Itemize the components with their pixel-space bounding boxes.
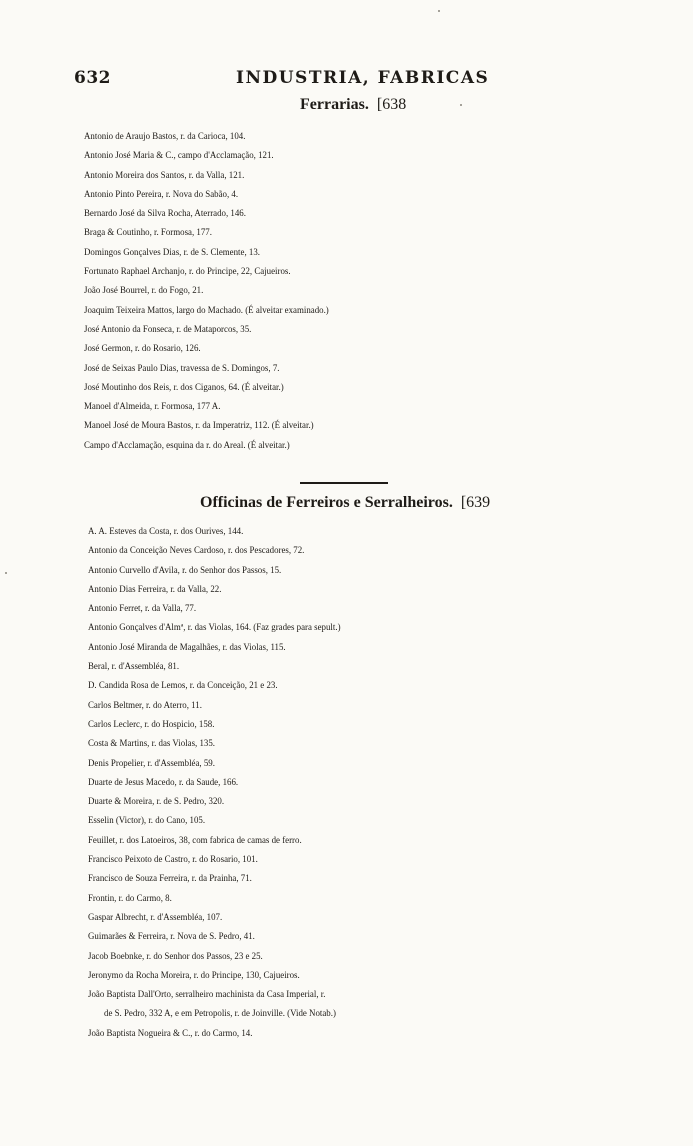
page-number: 632: [74, 68, 111, 88]
list-item: Beral, r. d'Assembléa, 81.: [88, 661, 180, 672]
section-heading-officinas: [200, 494, 490, 512]
list-item: Frontin, r. do Carmo, 8.: [88, 892, 172, 903]
list-item: Antonio José Maria & C., campo d'Acclamação, 121.: [84, 150, 274, 161]
list-item: Duarte de Jesus Macedo, r. da Saude, 166.: [88, 776, 239, 787]
list-item: Francisco Peixoto de Castro, r. do Rosario, 101.: [88, 854, 258, 865]
print-speck: [438, 10, 440, 12]
list-item: José Antonio da Fonseca, r. de Mataporcos, 35.: [84, 323, 252, 334]
list-item: A. A. Esteves da Costa, r. dos Ourives, 144.: [88, 526, 244, 536]
list-item: Antonio de Araujo Bastos, r. da Carioca, 104.: [84, 131, 246, 141]
list-item: Antonio Gonçalves d'Almª, r. das Violas, 164. (Faz grades para sepult.): [88, 622, 341, 633]
list-item: João Baptista Dall'Orto, serralheiro machinista da Casa Imperial, r.: [88, 989, 326, 1000]
section-divider: [300, 482, 388, 484]
list-item: Esselin (Victor), r. do Cano, 105.: [88, 815, 206, 826]
list-item: Antonio Dias Ferreira, r. da Valla, 22.: [88, 583, 222, 594]
list-item: Guimarães & Ferreira, r. Nova de S. Pedro, 41.: [88, 931, 255, 942]
list-item: Domingos Gonçalves Dias, r. de S. Clemente, 13.: [84, 246, 260, 257]
list-item: Braga & Coutinho, r. Formosa, 177.: [84, 227, 212, 238]
list-item: Duarte & Moreira, r. de S. Pedro, 320.: [88, 796, 225, 807]
list-item: Joaquim Teixeira Mattos, largo do Machado. (É alveitar examinado.): [84, 304, 329, 315]
list-item: Antonio José Miranda de Magalhães, r. das Violas, 115.: [88, 641, 286, 652]
list-item: Jeronymo da Rocha Moreira, r. do Principe, 130, Cajueiros.: [88, 969, 300, 980]
list-item: José Moutinho dos Reis, r. dos Ciganos, 64. (É alveitar.): [84, 381, 284, 392]
list-item: Campo d'Acclamação, esquina da r. do Areal. (É alveitar.): [84, 439, 290, 450]
list-item: Costa & Martins, r. das Violas, 135.: [88, 738, 215, 749]
list-item: José de Seixas Paulo Dias, travessa de S. Domingos, 7.: [84, 362, 280, 373]
list-item: Antonio Curvello d'Avila, r. do Senhor dos Passos, 15.: [88, 564, 282, 575]
list-item: Antonio da Conceição Neves Cardoso, r. dos Pescadores, 72.: [88, 545, 305, 556]
list-item: Antonio Moreira dos Santos, r. da Valla, 121.: [84, 169, 245, 180]
page-header: [0, 68, 693, 96]
list-item: Feuillet, r. dos Latoeiros, 38, com fabrica de camas de ferro.: [88, 834, 302, 845]
list-item: João José Bourrel, r. do Fogo, 21.: [84, 285, 204, 296]
section-title: Ferrarias.: [300, 96, 369, 113]
print-speck: [5, 572, 7, 574]
list-item: Manoel d'Almeida, r. Formosa, 177 A.: [84, 401, 221, 412]
print-speck: [460, 104, 462, 106]
section-number: [639: [460, 494, 491, 511]
list-item: José Germon, r. do Rosario, 126.: [84, 343, 201, 354]
ferrarias-list: [0, 127, 693, 455]
list-item-continuation: de S. Pedro, 332 A, e em Petropolis, r. de Joinville. (Vide Notab.): [104, 1008, 336, 1019]
running-title: INDUSTRIA, FABRICAS: [236, 68, 490, 88]
list-item: Bernardo José da Silva Rocha, Aterrado, 146.: [84, 208, 246, 219]
list-item: D. Candida Rosa de Lemos, r. da Conceição, 21 e 23.: [88, 680, 278, 691]
section-heading-ferrarias: [300, 96, 406, 114]
list-item: Carlos Beltmer, r. do Aterro, 11.: [88, 699, 202, 710]
section-title: Officinas de Ferreiros e Serralheiros.: [200, 494, 453, 511]
list-item: Francisco de Souza Ferreira, r. da Prainha, 71.: [88, 873, 252, 884]
list-item: Carlos Leclerc, r. do Hospicio, 158.: [88, 718, 215, 729]
list-item: João Baptista Nogueira & C., r. do Carmo, 14.: [88, 1027, 253, 1038]
list-item: Manoel José de Moura Bastos, r. da Imperatriz, 112. (É alveitar.): [84, 420, 314, 431]
list-item: Antonio Ferret, r. da Valla, 77.: [88, 603, 197, 614]
list-item: Denis Propelier, r. d'Assembléa, 59.: [88, 757, 215, 768]
list-item: Antonio Pinto Pereira, r. Nova do Sabão, 4.: [84, 188, 239, 199]
section-number: [638: [376, 96, 407, 113]
list-item: Gaspar Albrecht, r. d'Assembléa, 107.: [88, 911, 223, 922]
officinas-list: [0, 522, 693, 1043]
list-item: Fortunato Raphael Archanjo, r. do Principe, 22, Cajueiros.: [84, 266, 291, 277]
list-item: Jacob Boebnke, r. do Senhor dos Passos, 23 e 25.: [88, 950, 263, 961]
